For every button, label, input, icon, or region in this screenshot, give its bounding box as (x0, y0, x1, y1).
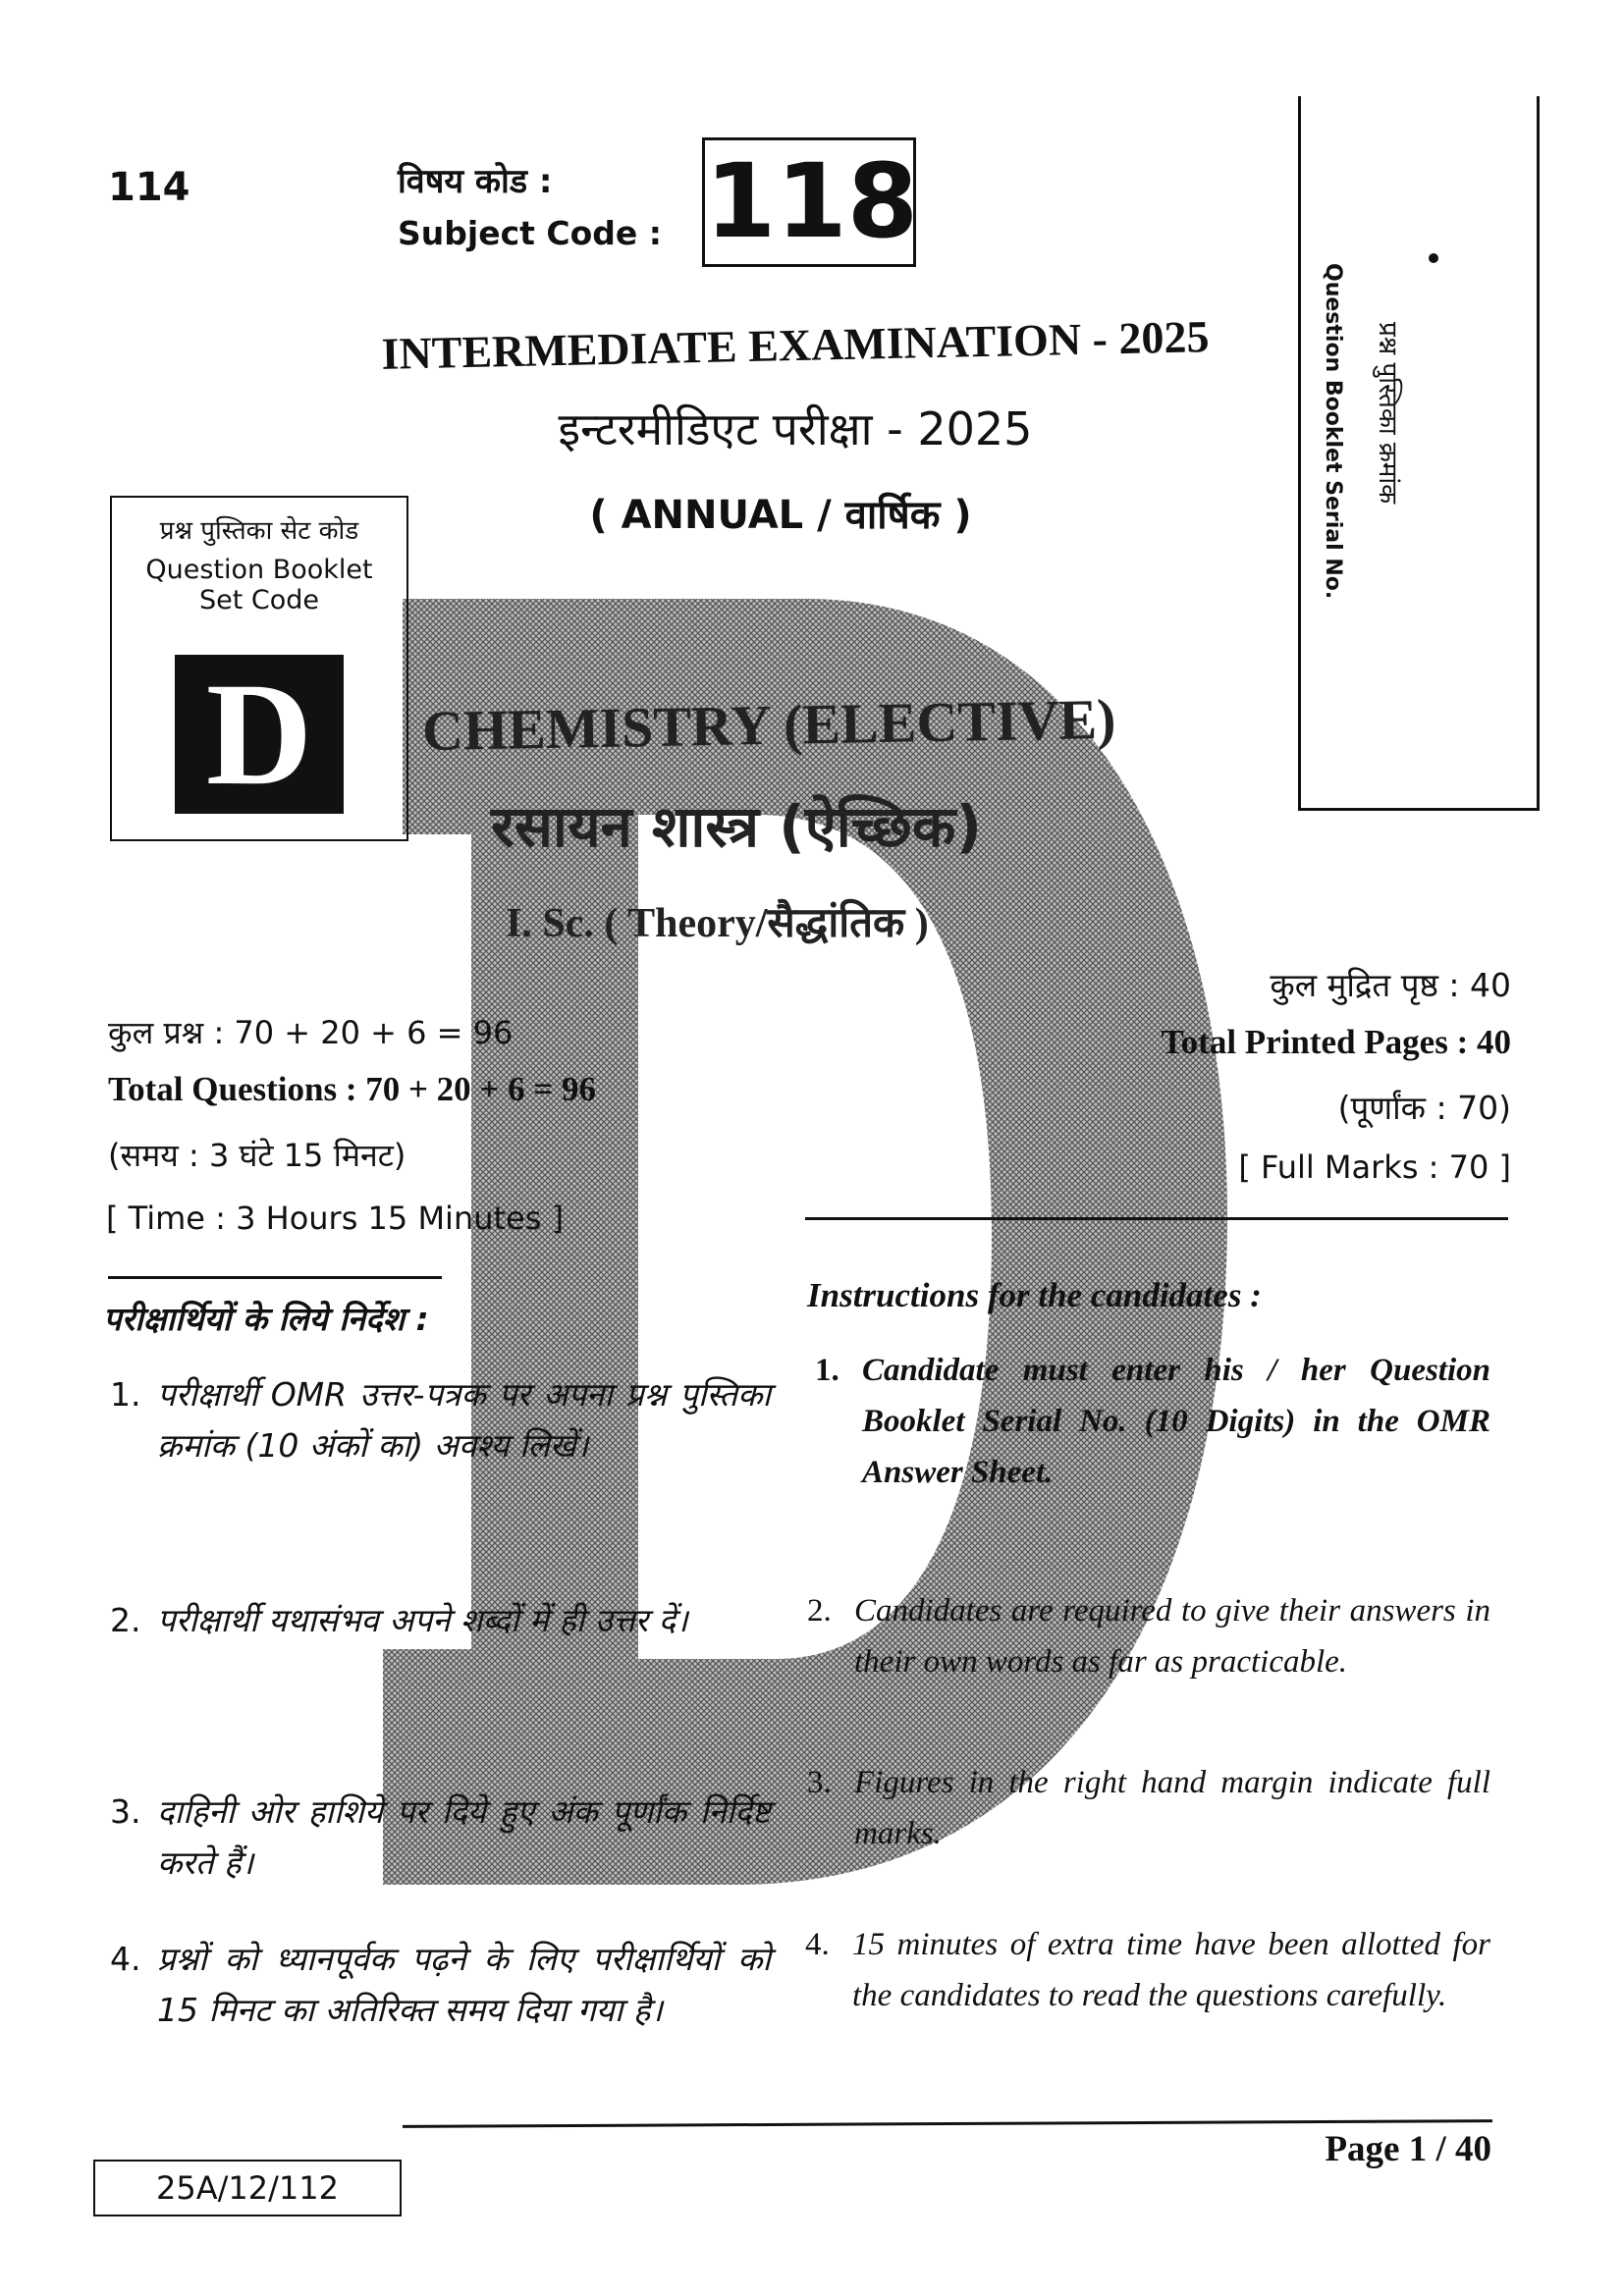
divider (108, 1276, 442, 1279)
full-marks-hi: (पूर्णांक : 70) (1337, 1089, 1511, 1127)
full-marks-en: [ Full Marks : 70 ] (1238, 1148, 1511, 1186)
item-number: 1. (110, 1375, 141, 1414)
item-number: 1. (815, 1353, 839, 1388)
instruction-hi-2 (110, 1595, 771, 1646)
exam-title-en: INTERMEDIATE EXAMINATION - 2025 (381, 311, 1210, 379)
footer-divider (403, 2119, 1492, 2128)
exam-title-hi: इन्टरमीडिएट परीक्षा - 2025 (558, 402, 1033, 455)
instruction-en-4 (805, 1919, 1490, 2021)
item-number: 3. (807, 1765, 832, 1800)
footer-code-box (93, 2160, 402, 2216)
subject-code-box (702, 137, 919, 267)
page-number: Page 1 / 40 (1325, 2129, 1491, 2169)
time-en: [ Time : 3 Hours 15 Minutes ] (106, 1200, 565, 1237)
item-text: परीक्षार्थी यथासंभव अपने शब्दों में ही उत्तर दें। (157, 1601, 688, 1639)
item-number: 4. (110, 1940, 141, 1978)
footer-code: 25A/12/112 (156, 2169, 339, 2207)
subject-name-en: CHEMISTRY (ELECTIVE) (421, 686, 1116, 764)
page-reference: 114 (108, 165, 190, 210)
item-text: Candidate must enter his / her Question Booklet Serial No. (10 Digits) in the OMR Answer Sheet. (862, 1353, 1490, 1490)
printed-pages-hi: कुल मुद्रित पृष्ठ : 40 (1270, 966, 1511, 1004)
time-hi: (समय : 3 घंटे 15 मिनट) (108, 1137, 406, 1174)
printed-pages-en: Total Printed Pages : 40 (1161, 1023, 1511, 1061)
set-code-letter: D (175, 655, 344, 814)
item-number: 2. (807, 1593, 832, 1629)
set-code-label-en-1: Question Booklet (145, 555, 373, 585)
set-code-label-en-2: Set Code (198, 585, 320, 615)
subject-name-hi: रसायन शास्त्र (ऐच्छिक) (491, 793, 982, 860)
instruction-en-1 (815, 1345, 1490, 1498)
dot-mark (1429, 253, 1438, 263)
total-questions-hi: कुल प्रश्न : 70 + 20 + 6 = 96 (108, 1014, 514, 1051)
total-questions-en: Total Questions : 70 + 20 + 6 = 96 (108, 1070, 597, 1108)
subject-code-label-hi: विषय कोड : (398, 162, 553, 201)
item-number: 4. (805, 1927, 830, 1962)
serial-label-en[interactable]: Question Booklet Serial No. (1321, 263, 1345, 600)
instruction-hi-4 (110, 1934, 771, 2036)
instruction-en-2 (807, 1585, 1490, 1687)
instruction-en-3 (807, 1757, 1490, 1859)
item-text: दाहिनी ओर हाशिये पर दिये हुए अंक पूर्णांक निर्दिष्ट करते हैं। (157, 1792, 771, 1882)
subject-code: 118 (705, 141, 919, 261)
instruction-hi-1 (110, 1369, 771, 1471)
item-text: प्रश्नों को ध्यानपूर्वक पढ़ने के लिए परीक्षार्थियों को 15 मिनट का अतिरिक्त समय दिया गया है। (157, 1940, 771, 2029)
serial-label-hi: प्रश्न पुस्तिका क्रमांक (1373, 322, 1402, 505)
instruction-hi-3 (110, 1787, 771, 1889)
divider (805, 1217, 1508, 1220)
set-code-label-hi: प्रश्न पुस्तिका सेट कोड (159, 516, 359, 546)
instructions-heading-en: Instructions for the candidates : (807, 1276, 1262, 1314)
item-text: Candidates are required to give their answers in their own words as far as practicable. (854, 1593, 1490, 1680)
exam-type: ( ANNUAL / वार्षिक ) (589, 493, 972, 538)
course-name: I. Sc. ( Theory/सैद्धांतिक ) (506, 901, 929, 946)
instructions-heading-hi: परीक्षार्थियों के लिये निर्देश : (103, 1300, 429, 1338)
item-number: 3. (110, 1792, 141, 1831)
subject-code-label-en: Subject Code : (398, 214, 662, 252)
set-code-box (110, 496, 408, 841)
item-text: Figures in the right hand margin indicate full marks. (854, 1765, 1490, 1851)
item-text: 15 minutes of extra time have been allotted for the candidates to read the questions carefully. (852, 1927, 1490, 2013)
item-number: 2. (110, 1601, 141, 1639)
item-text: परीक्षार्थी OMR उत्तर-पत्रक पर अपना प्रश्न पुस्तिका क्रमांक (10 अंकों का) अवश्य लिखें। (157, 1375, 771, 1465)
